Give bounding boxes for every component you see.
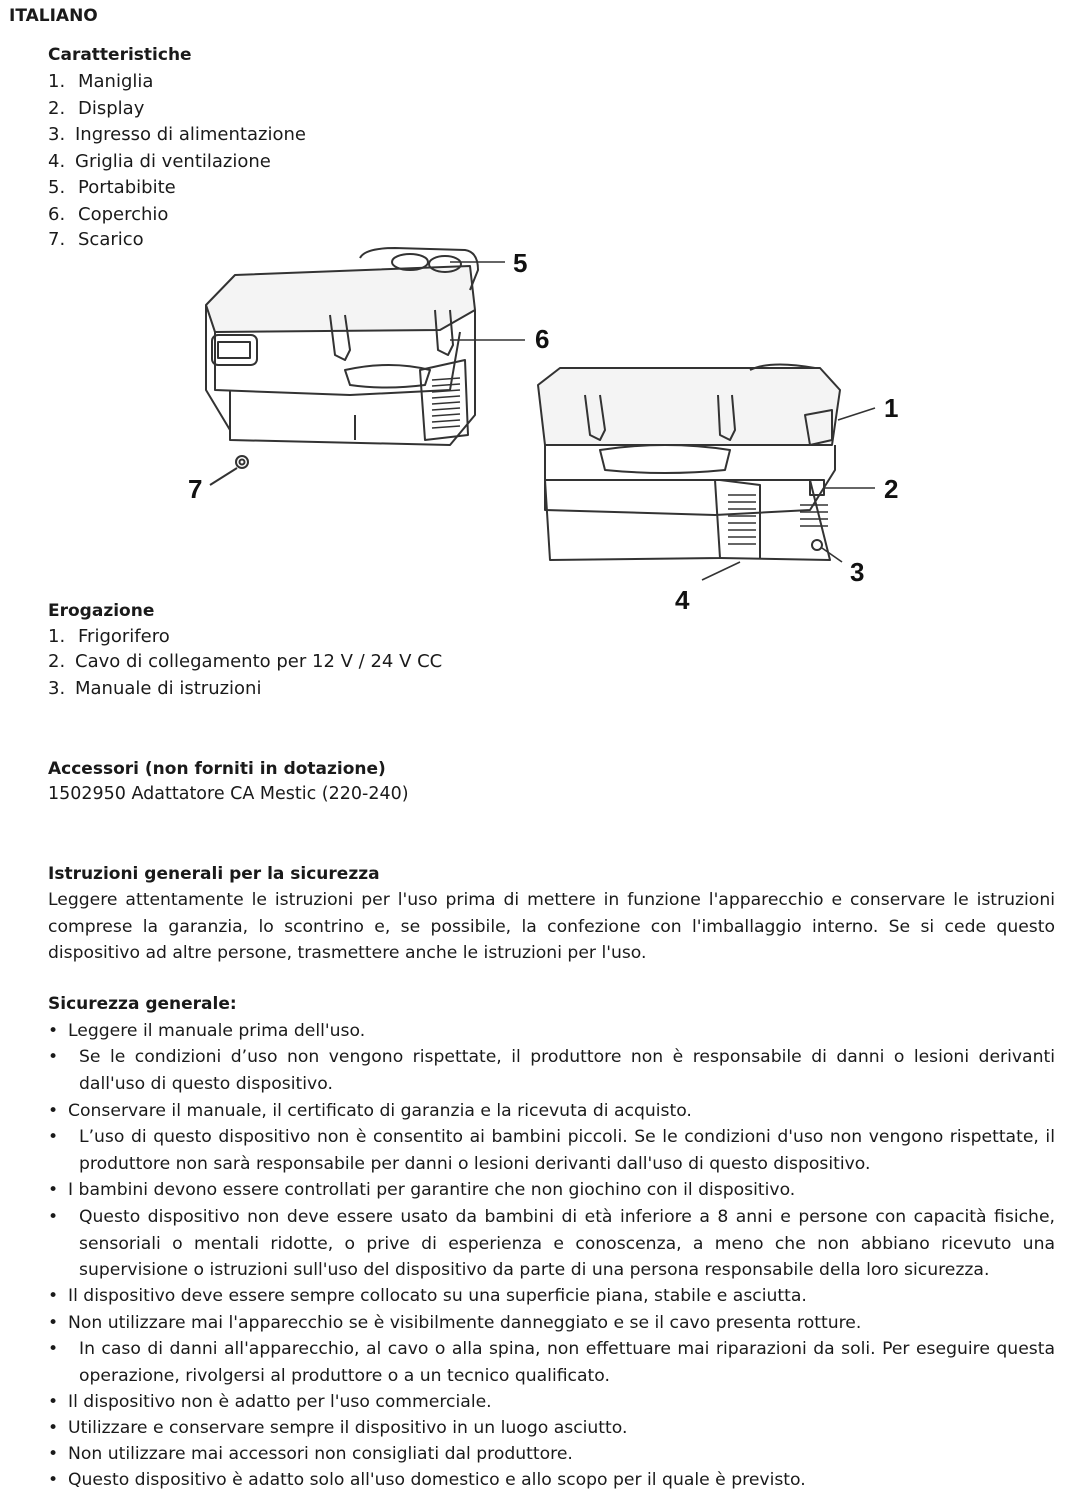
list-item (48, 1441, 1055, 1468)
list-number: 1. (48, 626, 66, 647)
list-label: Scarico (78, 229, 144, 250)
bullet: • (48, 1444, 59, 1464)
bullet: • (48, 1313, 59, 1333)
list-item (48, 98, 144, 119)
language-label: ITALIANO (9, 6, 98, 26)
bullet: • (48, 1127, 59, 1147)
list-item (48, 151, 271, 172)
list-item (48, 124, 306, 145)
bullet-text: Questo dispositivo non deve essere usato da bambini di età inferiore a 8 anni e persone con capacità fisiche, sensoriali o mentali ridotte, o prive di esperienza e conoscenza, a meno che non abbiano ricevuto una supervisione o istruzioni sull'uso del dispositivo da parte di una persona responsabile della loro sicurezza. (79, 1207, 1055, 1280)
bullet-text: Se le condizioni d’uso non vengono rispettate, il produttore non è responsabile di danni o lesioni derivanti dall'uso di questo dispositivo. (79, 1047, 1055, 1094)
cooler-illustration (120, 240, 1050, 620)
list-number: 2. (48, 651, 66, 672)
callout-4: 4 (675, 585, 690, 615)
callout-7: 7 (188, 474, 203, 504)
cooler-right (538, 364, 840, 560)
list-label: Maniglia (78, 71, 154, 92)
bullet: • (48, 1047, 59, 1067)
list-item (48, 1389, 1055, 1416)
bullet: • (48, 1418, 59, 1438)
accessories-text: 1502950 Adattatore CA Mestic (220-240) (48, 784, 409, 804)
bullet-text: Il dispositivo deve essere sempre collocato su una superficie piana, stabile e asciutta. (68, 1286, 807, 1306)
bullet-text: Conservare il manuale, il certificato di garanzia e la ricevuta di acquisto. (68, 1101, 692, 1121)
list-label: Manuale di istruzioni (75, 678, 262, 699)
delivery-heading: Erogazione (48, 601, 155, 621)
list-item (48, 1283, 1055, 1310)
list-item (48, 1098, 1055, 1125)
list-item (48, 1415, 1055, 1442)
bullet: • (48, 1207, 59, 1227)
list-number: 1. (48, 71, 66, 92)
callout-3: 3 (850, 557, 865, 587)
list-label: Ingresso di alimentazione (75, 124, 306, 145)
list-item (48, 1310, 1055, 1337)
safety-instructions-heading: Istruzioni generali per la sicurezza (48, 864, 380, 884)
list-item (48, 1336, 1055, 1389)
list-item (48, 71, 153, 92)
list-item (48, 177, 176, 198)
list-item (48, 626, 170, 647)
safety-instructions-text: Leggere attentamente le istruzioni per l'uso prima di mettere in funzione l'apparecchio e conservare le istruzioni comprese la garanzia, lo scontrino e, se possibile, la confezione con l'imballaggio interno. Se si cede questo dispositivo ad altre persone, trasmettere anche le istruzioni per l'uso. (48, 890, 1055, 963)
list-label: Cavo di collegamento per 12 V / 24 V CC (75, 651, 443, 672)
list-item (48, 1018, 1055, 1045)
list-number: 3. (48, 678, 66, 699)
list-item (48, 651, 442, 672)
bullet-text: In caso di danni all'apparecchio, al cavo o alla spina, non effettuare mai riparazioni da soli. Per eseguire questa operazione, rivolgersi al produttore o a un tecnico qualificato. (79, 1339, 1055, 1386)
bullet: • (48, 1470, 59, 1490)
bullet-text: Non utilizzare mai l'apparecchio se è visibilmente danneggiato e se il cavo presenta rotture. (68, 1313, 862, 1333)
bullet-text: Leggere il manuale prima dell'uso. (68, 1021, 366, 1041)
bullet: • (48, 1392, 59, 1412)
list-number: 2. (48, 98, 66, 119)
callout-2: 2 (884, 474, 899, 504)
cooler-left (206, 248, 478, 485)
list-label: Frigorifero (78, 626, 170, 647)
callout-6: 6 (535, 324, 550, 354)
general-safety-heading: Sicurezza generale: (48, 994, 237, 1014)
list-number: 6. (48, 204, 66, 225)
bullet-text: Non utilizzare mai accessori non consigliati dal produttore. (68, 1444, 573, 1464)
list-item (48, 1124, 1055, 1177)
list-number: 5. (48, 177, 66, 198)
bullet-text: Il dispositivo non è adatto per l'uso commerciale. (68, 1392, 492, 1412)
list-label: Display (78, 98, 145, 119)
list-number: 3. (48, 124, 66, 145)
bullet: • (48, 1021, 59, 1041)
list-item (48, 1044, 1055, 1097)
bullet-text: Questo dispositivo è adatto solo all'uso domestico e allo scopo per il quale è previsto. (68, 1470, 806, 1490)
bullet: • (48, 1101, 59, 1121)
bullet: • (48, 1180, 59, 1200)
list-item (48, 1204, 1055, 1284)
accessories-heading: Accessori (non forniti in dotazione) (48, 759, 386, 779)
callout-1: 1 (884, 393, 899, 423)
list-label: Coperchio (78, 204, 169, 225)
list-number: 4. (48, 151, 66, 172)
list-label: Portabibite (78, 177, 176, 198)
list-item (48, 1177, 1055, 1204)
bullet: • (48, 1286, 59, 1306)
bullet: • (48, 1339, 59, 1359)
list-item (48, 1467, 1055, 1494)
features-heading: Caratteristiche (48, 45, 192, 65)
bullet-text: L’uso di questo dispositivo non è consentito ai bambini piccoli. Se le condizioni d'uso non vengono rispettate, il produttore non sarà responsabile per danni o lesioni derivanti dall'uso di questo dispositivo. (79, 1127, 1055, 1174)
list-label: Griglia di ventilazione (75, 151, 271, 172)
callout-5: 5 (513, 248, 528, 278)
list-item (48, 204, 168, 225)
bullet-text: Utilizzare e conservare sempre il dispositivo in un luogo asciutto. (68, 1418, 628, 1438)
list-item (48, 678, 261, 699)
list-number: 7. (48, 229, 66, 250)
bullet-text: I bambini devono essere controllati per garantire che non giochino con il dispositivo. (68, 1180, 796, 1200)
